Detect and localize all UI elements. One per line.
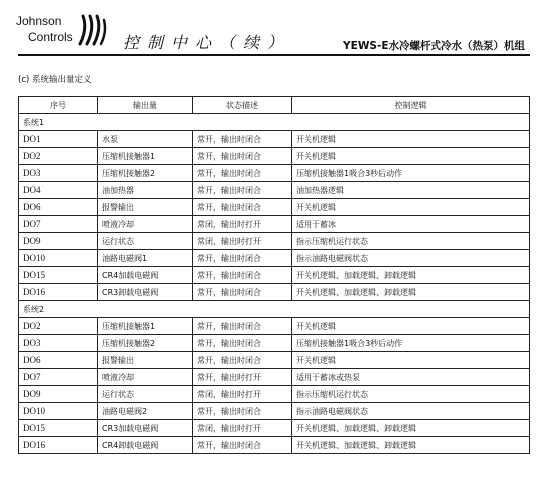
group-label: 系统2	[19, 301, 530, 318]
table-row	[19, 250, 530, 267]
group-row	[19, 301, 530, 318]
header-cell-logic: 控制逻辑	[292, 97, 530, 114]
cell-output: 水泵	[98, 131, 193, 148]
table-row	[19, 182, 530, 199]
cell-output: 运行状态	[98, 386, 193, 403]
cell-output: 报警输出	[98, 352, 193, 369]
page-title: 控制中心（续）	[123, 33, 292, 52]
cell-logic: 油加热器逻辑	[292, 182, 530, 199]
cell-state: 常闭，输出时打开	[193, 216, 292, 233]
cell-output: 油路电磁阀2	[98, 403, 193, 420]
cell-logic: 指示油路电磁阀状态	[292, 250, 530, 267]
cell-state: 常闭，输出时打开	[193, 386, 292, 403]
cell-logic: 压缩机接触器1吸合3秒后动作	[292, 165, 530, 182]
output-definition-table	[18, 96, 530, 454]
table-row	[19, 148, 530, 165]
cell-state: 常开，输出时闭合	[193, 403, 292, 420]
logo-text-controls: Controls	[28, 30, 73, 44]
cell-state: 常开，输出时闭合	[193, 165, 292, 182]
page-header	[0, 0, 547, 62]
cell-state: 常开，输出时闭合	[193, 437, 292, 454]
logo-text-johnson: Johnson	[16, 14, 62, 28]
header-divider	[18, 54, 530, 56]
cell-logic: 压缩机接触器1吸合3秒后动作	[292, 335, 530, 352]
cell-logic: 开关机逻辑	[292, 148, 530, 165]
group-label: 系统1	[19, 114, 530, 131]
table-row	[19, 386, 530, 403]
cell-index: DO3	[19, 335, 98, 352]
cell-state: 常开，输出时闭合	[193, 148, 292, 165]
table-row	[19, 335, 530, 352]
cell-index: DO9	[19, 233, 98, 250]
cell-index: DO6	[19, 199, 98, 216]
model-title: YEWS-E水冷螺杆式冷水（热泵）机组	[343, 40, 525, 52]
cell-state: 常开，输出时打开	[193, 369, 292, 386]
cell-output: CR4卸载电磁阀	[98, 437, 193, 454]
table-row	[19, 437, 530, 454]
cell-index: DO4	[19, 182, 98, 199]
cell-index: DO16	[19, 437, 98, 454]
cell-index: DO16	[19, 284, 98, 301]
cell-state: 常闭，输出时打开	[193, 420, 292, 437]
cell-index: DO7	[19, 216, 98, 233]
cell-state: 常开，输出时闭合	[193, 318, 292, 335]
cell-output: 油加热器	[98, 182, 193, 199]
header-cell-output: 输出量	[98, 97, 193, 114]
cell-state: 常开，输出时闭合	[193, 182, 292, 199]
cell-logic: 适用于蓄冰	[292, 216, 530, 233]
cell-state: 常闭，输出时打开	[193, 233, 292, 250]
cell-logic: 适用于蓄冰或热泵	[292, 369, 530, 386]
table-row	[19, 369, 530, 386]
table-row	[19, 318, 530, 335]
cell-logic: 开关机逻辑、加载逻辑、卸载逻辑	[292, 437, 530, 454]
cell-state: 常开，输出时闭合	[193, 335, 292, 352]
cell-logic: 开关机逻辑	[292, 352, 530, 369]
cell-logic: 指示压缩机运行状态	[292, 233, 530, 250]
cell-output: CR4加载电磁阀	[98, 267, 193, 284]
cell-index: DO2	[19, 148, 98, 165]
table-row	[19, 216, 530, 233]
cell-index: DO2	[19, 318, 98, 335]
cell-index: DO6	[19, 352, 98, 369]
header-cell-state: 状态描述	[193, 97, 292, 114]
table-row	[19, 199, 530, 216]
cell-index: DO15	[19, 420, 98, 437]
table-row	[19, 131, 530, 148]
cell-state: 常开，输出时闭合	[193, 284, 292, 301]
cell-logic: 开关机逻辑	[292, 318, 530, 335]
johnson-controls-swirl-logo-icon	[77, 14, 107, 46]
company-logo	[16, 14, 112, 56]
table-row	[19, 420, 530, 437]
cell-output: 油路电磁阀1	[98, 250, 193, 267]
table-row	[19, 165, 530, 182]
cell-output: 报警输出	[98, 199, 193, 216]
table-row	[19, 267, 530, 284]
cell-index: DO1	[19, 131, 98, 148]
cell-state: 常开，输出时闭合	[193, 131, 292, 148]
cell-state: 常开，输出时闭合	[193, 267, 292, 284]
cell-output: 喷液冷却	[98, 369, 193, 386]
cell-state: 常开，输出时闭合	[193, 250, 292, 267]
table-row	[19, 352, 530, 369]
cell-state: 常开，输出时闭合	[193, 199, 292, 216]
table-row	[19, 233, 530, 250]
cell-index: DO9	[19, 386, 98, 403]
cell-output: 运行状态	[98, 233, 193, 250]
cell-logic: 开关机逻辑、加载逻辑、卸载逻辑	[292, 267, 530, 284]
cell-output: 喷液冷却	[98, 216, 193, 233]
cell-output: 压缩机接触器2	[98, 335, 193, 352]
cell-index: DO3	[19, 165, 98, 182]
cell-output: CR3卸载电磁阀	[98, 284, 193, 301]
cell-output: 压缩机接触器1	[98, 318, 193, 335]
table-row	[19, 403, 530, 420]
header-cell-index: 序号	[19, 97, 98, 114]
cell-output: 压缩机接触器2	[98, 165, 193, 182]
table-header-row	[19, 97, 530, 114]
cell-logic: 开关机逻辑、加载逻辑、卸载逻辑	[292, 284, 530, 301]
section-title: (c) 系统输出量定义	[18, 75, 92, 85]
table-row	[19, 284, 530, 301]
cell-index: DO10	[19, 250, 98, 267]
cell-logic: 开关机逻辑、加载逻辑、卸载逻辑	[292, 420, 530, 437]
group-row	[19, 114, 530, 131]
cell-logic: 开关机逻辑	[292, 199, 530, 216]
cell-logic: 指示压缩机运行状态	[292, 386, 530, 403]
cell-state: 常开，输出时闭合	[193, 352, 292, 369]
cell-index: DO10	[19, 403, 98, 420]
cell-output: 压缩机接触器1	[98, 148, 193, 165]
cell-logic: 开关机逻辑	[292, 131, 530, 148]
cell-index: DO7	[19, 369, 98, 386]
cell-logic: 指示油路电磁阀状态	[292, 403, 530, 420]
cell-output: CR3加载电磁阀	[98, 420, 193, 437]
cell-index: DO15	[19, 267, 98, 284]
